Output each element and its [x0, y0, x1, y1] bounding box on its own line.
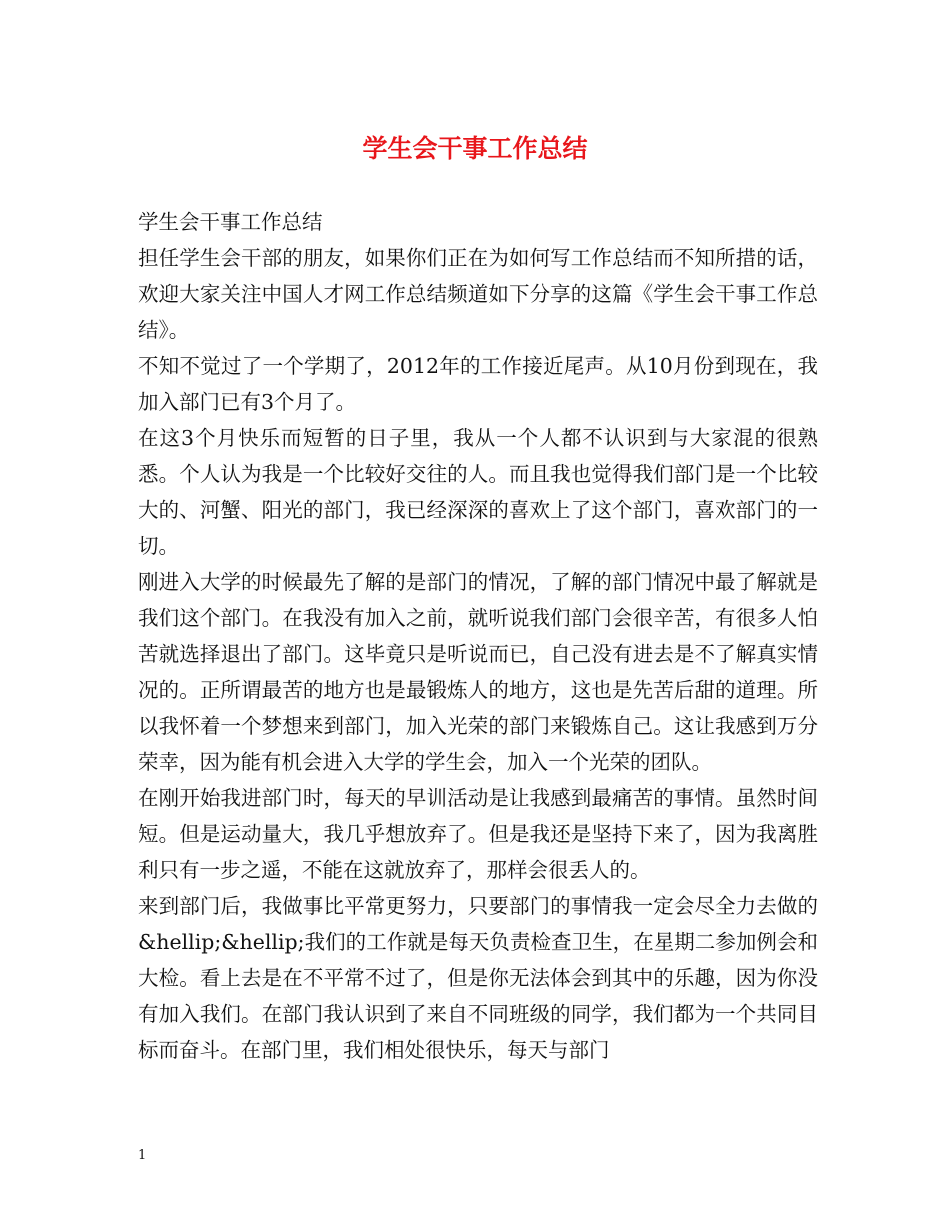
paragraph-heading: 学生会干事工作总结: [138, 210, 323, 234]
document-body: [138, 204, 818, 1068]
paragraph-three-months: 在这3个月快乐而短暂的日子里，我从一个人都不认识到与大家混的很熟悉。个人认为我是一个比较好交往的人。而且我也觉得我们部门是一个比较大的、河蟹、阳光的部门，我已经深深的喜欢上了这个部门，喜欢部门的一切。: [138, 426, 818, 558]
paragraph-training: 在刚开始我进部门时，每天的早训活动是让我感到最痛苦的事情。虽然时间短。但是运动量大，我几乎想放弃了。但是我还是坚持下来了，因为我离胜利只有一步之遥，不能在这就放弃了，那样会很丢人的。: [138, 786, 818, 882]
paragraph-intro: 担任学生会干部的朋友，如果你们正在为如何写工作总结而不知所措的话，欢迎大家关注中国人才网工作总结频道如下分享的这篇《学生会干事工作总结》。: [138, 246, 818, 342]
page-title: 学生会干事工作总结: [362, 134, 588, 163]
paragraph-semester: 不知不觉过了一个学期了，2012年的工作接近尾声。从10月份到现在，我加入部门已有3个月了。: [138, 354, 818, 414]
page-number: 1: [138, 1148, 147, 1163]
paragraph-work: 来到部门后，我做事比平常更努力，只要部门的事情我一定会尽全力去做的&hellip;&hellip;我们的工作就是每天负责检查卫生，在星期二参加例会和大检。看上去是在不平常不过了，但是你无法体会到其中的乐趣，因为你没有加入我们。在部门我认识到了来自不同班级的同学，我们都为一个共同目标而奋斗。在部门里，我们相处很快乐，每天与部门: [138, 894, 818, 1062]
paragraph-joining: 刚进入大学的时候最先了解的是部门的情况，了解的部门情况中最了解就是我们这个部门。在我没有加入之前，就听说我们部门会很辛苦，有很多人怕苦就选择退出了部门。这毕竟只是听说而已，自己没有进去是不了解真实情况的。正所谓最苦的地方也是最锻炼人的地方，这也是先苦后甜的道理。所以我怀着一个梦想来到部门，加入光荣的部门来锻炼自己。这让我感到万分荣幸，因为能有机会进入大学的学生会，加入一个光荣的团队。: [138, 570, 818, 774]
